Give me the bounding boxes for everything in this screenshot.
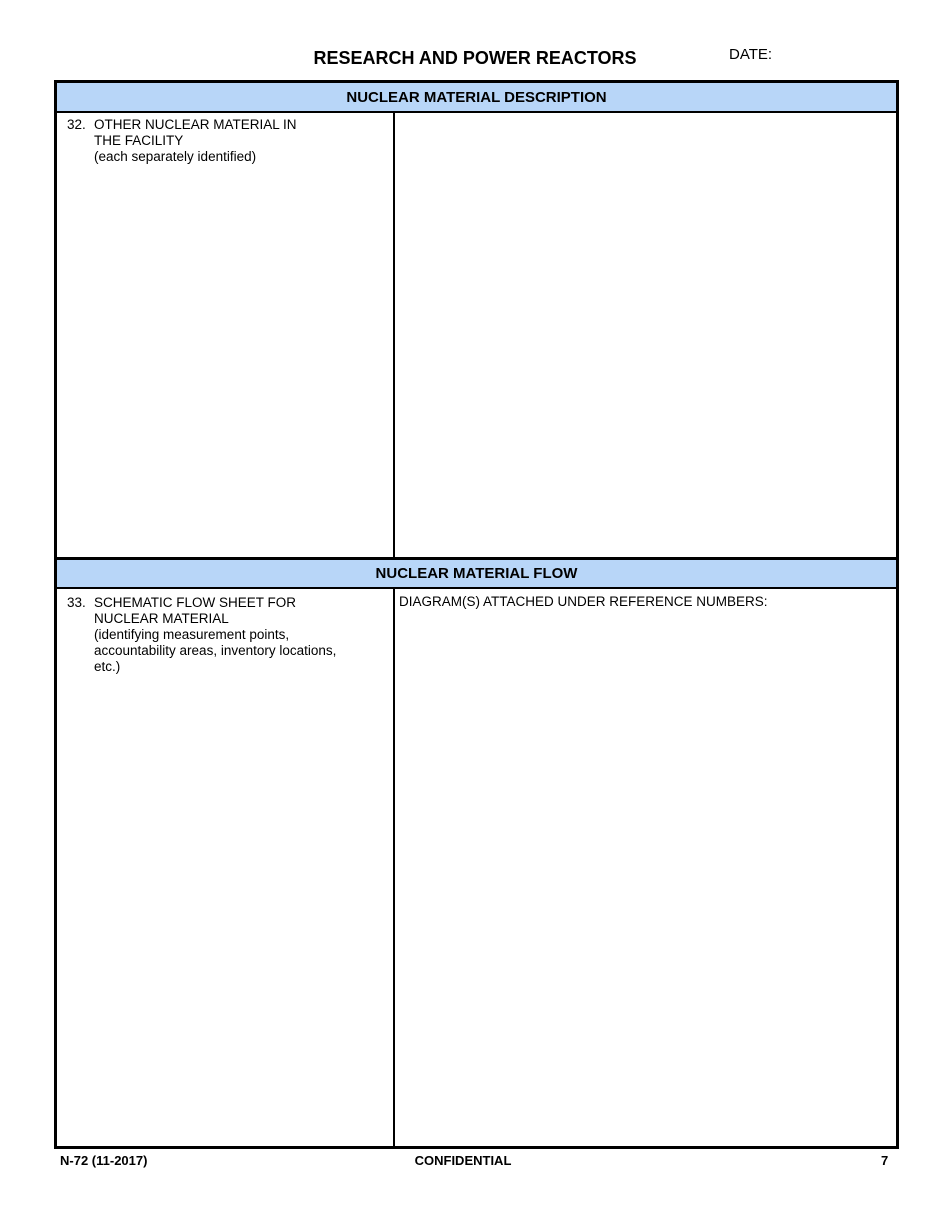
section-heading-flow: NUCLEAR MATERIAL FLOW [57, 557, 896, 589]
answer-label: DIAGRAM(S) ATTACHED UNDER REFERENCE NUMBERS: [399, 594, 768, 609]
item-label-line: OTHER NUCLEAR MATERIAL IN [94, 117, 297, 132]
page-title: RESEARCH AND POWER REACTORS [313, 48, 637, 68]
column-divider [393, 589, 395, 1146]
date-label: DATE: [729, 46, 773, 63]
column-divider [393, 113, 395, 557]
form-id: N-72 (11-2017) [60, 1153, 148, 1168]
classification-label: CONFIDENTIAL [414, 1153, 512, 1168]
page-number: 7 [881, 1153, 889, 1168]
item-number: 33. [67, 595, 86, 610]
section-heading-description: NUCLEAR MATERIAL DESCRIPTION [57, 83, 896, 113]
form-table [54, 80, 899, 1149]
flow-diagram-answer-field[interactable] [397, 593, 892, 1141]
item-label-line: THE FACILITY [94, 133, 184, 148]
item-label-line: SCHEMATIC FLOW SHEET FOR [94, 595, 297, 610]
item-32 [67, 117, 359, 165]
item-33 [67, 595, 359, 675]
item-label-line: NUCLEAR MATERIAL [94, 611, 229, 626]
item-note: (each separately identified) [94, 149, 257, 164]
item-number: 32. [67, 117, 86, 132]
item-note: (identifying measurement points, accountability areas, inventory locations, etc.) [94, 627, 337, 674]
other-material-answer-field[interactable] [397, 117, 892, 553]
